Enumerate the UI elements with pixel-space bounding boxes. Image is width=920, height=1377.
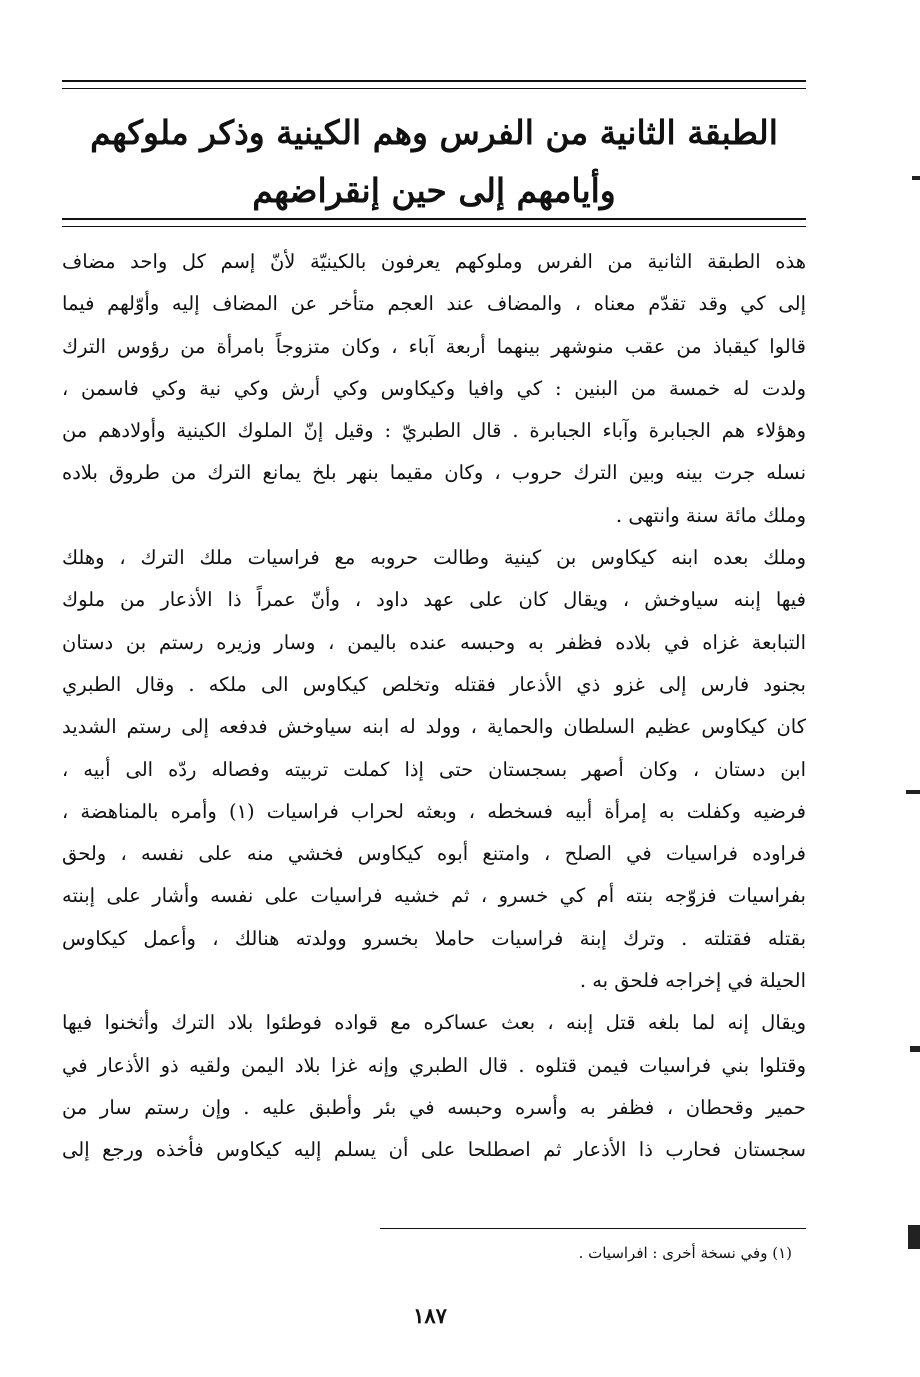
body-line: كان كيكاوس عظيم السلطان والحماية ، وولد له ابنه سياوخش فدفعه إلى رستم الشديد [62, 715, 806, 739]
body-text [62, 241, 806, 1172]
page-number: ١٨٧ [413, 1303, 447, 1328]
scan-margin-mark [906, 790, 920, 794]
body-line: بجنود فارس إلى غزو ذي الأذعار فقتله وتخلص كيكاوس الى ملكه . وقال الطبري [62, 672, 806, 696]
chapter-title-line-2: وأيامهم إلى حين إنقراضهم [252, 171, 616, 210]
body-line: وملك مائة سنة وانتهى . [615, 503, 806, 527]
body-line: فرضيه وكفلت به إمرأة أبيه فسخطه ، وبعثه لحراب فراسيات (١) وأمره بالمناهضة ، [62, 799, 806, 823]
scan-margin-mark [910, 1046, 920, 1052]
body-line: إلى كي وقد تقدّم معناه ، والمضاف عند العجم متأخر عن المضاف إليه وأوّلهم فيما [62, 292, 806, 316]
body-line: ولدت له خمسة من البنين : كي وافيا وكيكاوس وكي أرش وكي نية وكي فاسمن ، [62, 376, 806, 400]
chapter-title [62, 104, 806, 220]
body-line: التبابعة غزاه في بلاده فظفر به وحبسه عنده باليمن ، وسار وزيره رستم بن دستان [62, 630, 806, 654]
body-line: فراوده فراسيات في الصلح ، وامتنع أبوه كيكاوس فخشي منه على نفسه ، ولحق [62, 842, 806, 866]
body-line: وملك بعده ابنه كيكاوس بن كينية وطالت حروبه مع فراسيات ملك الترك ، وهلك [62, 546, 806, 570]
body-line: هذه الطبقة الثانية من الفرس وملوكهم يعرفون بالكينيّة لأنّ إسم كل واحد مضاف [62, 250, 806, 273]
footnote-rule [380, 1228, 806, 1229]
chapter-title-line-1: الطبقة الثانية من الفرس وهم الكينية وذكر ملوكهم [90, 113, 778, 152]
body-line: ويقال إنه لما بلغه قتل إبنه ، بعث عساكره مع قواده فوطئوا بلاد الترك وأثخنوا فيها [62, 1011, 806, 1035]
body-line: فيها إبنه سياوخش ، ويقال كان على عهد داود ، وأنّ عمراً ذا الأذعار من ملوك [62, 588, 806, 612]
body-line: سجستان فحارب ذا الأذعار ثم اصطلحا على أن يسلم إليه كيكاوس فأخذه ورجع إلى [62, 1138, 806, 1162]
header-rule-bottom-inner [62, 226, 806, 227]
body-line: ابن دستان ، وكان أصهر بسجستان حتى إذا كملت تربيته وفصاله ردّه الى أبيه ، [62, 757, 806, 781]
header-rule-top-inner [62, 88, 806, 89]
header-rule-top [62, 80, 806, 82]
footnote: (١) وفي نسخة أخرى : افراسيات . [578, 1244, 792, 1262]
body-line: وهؤلاء هم الجبابرة وآباء الجبابرة . قال الطبريّ : وقيل إنّ الملوك الكينية وأولادهم من [62, 419, 806, 443]
scan-margin-mark [912, 176, 920, 180]
body-line: بقتله فقتلته . وترك إبنة فراسيات حاملا بخسرو وولدته هنالك ، وأعمل كيكاوس [62, 926, 806, 950]
body-line: قالوا كيقباذ من عقب منوشهر بينهما أربعة آباء ، وكان متزوجاً بامرأة من رؤوس الترك [62, 334, 806, 358]
body-line: حمير وقحطان ، فظفر به وأسره وحبسه في بئر وأطبق عليه . وإن رستم سار من [62, 1095, 806, 1119]
body-line: الحيلة في إخراجه فلحق به . [579, 969, 806, 993]
header-rule-bottom [62, 218, 806, 220]
body-line: بفراسيات فزوّجه بنته أم كي خسرو ، ثم خشيه فراسيات على نفسه وأشار على إبنته [62, 884, 806, 908]
scan-margin-mark [908, 1225, 920, 1249]
body-line: وقتلوا بني فراسيات فيمن قتلوه . قال الطبري وإنه غزا بلاد اليمن ولقيه ذو الأذعار في [62, 1053, 806, 1077]
body-line: نسله جرت بينه وبين الترك حروب ، وكان مقيما بنهر بلخ يمانع الترك من طروق بلاده [62, 461, 806, 485]
